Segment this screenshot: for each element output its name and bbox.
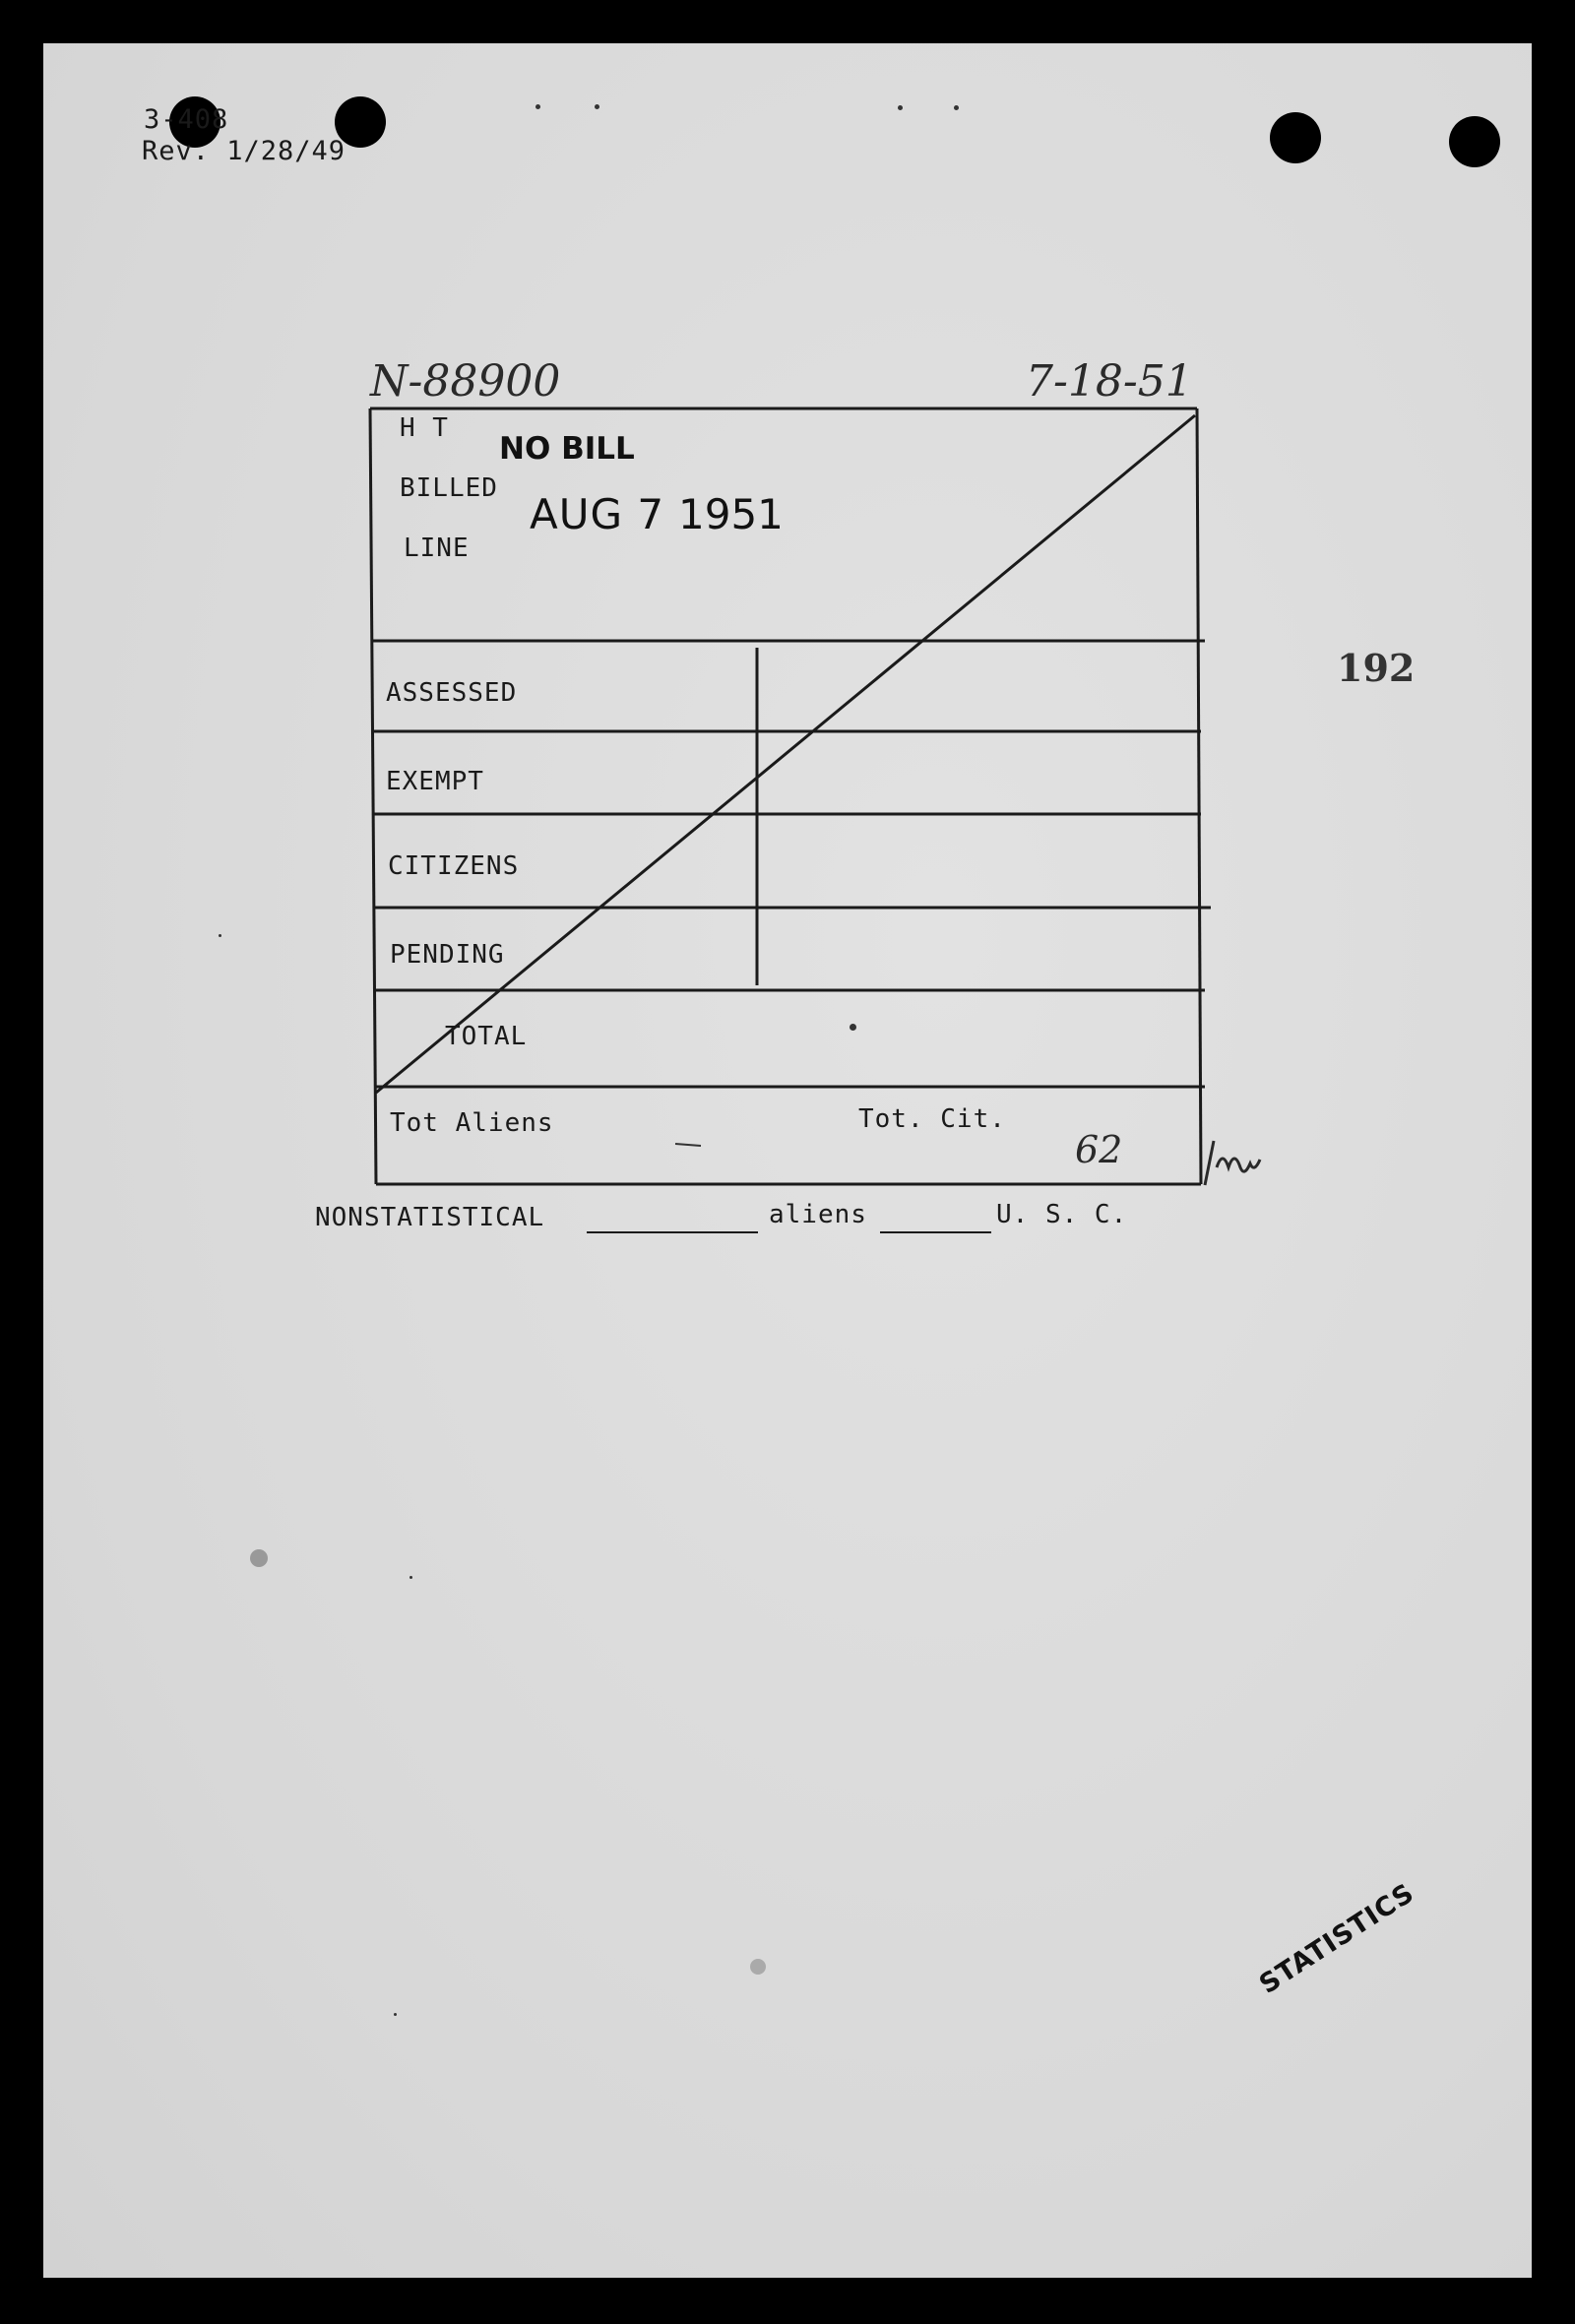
handwritten-date: 7-18-51 [1026,356,1193,407]
statistics-stamp: STATISTICS [1254,1877,1420,2000]
document-page [43,43,1532,2278]
usc-label: U. S. C. [996,1200,1128,1229]
speck [954,105,959,110]
tot-aliens-label: Tot Aliens [390,1108,554,1138]
speck [536,104,540,109]
speck [898,105,903,110]
form-revision: Rev. 1/28/49 [142,136,346,166]
assessed-label: ASSESSED [386,678,518,708]
exempt-label: EXEMPT [386,767,484,796]
total-label: TOTAL [445,1022,528,1051]
pending-label: PENDING [390,940,505,970]
form-number: 3-408 [144,104,229,135]
speck [750,1959,766,1975]
speck [850,1024,856,1031]
file-number: N-88900 [370,356,561,407]
date-stamp-month-day: AUG 7 [530,490,665,538]
nonstatistical-label: NONSTATISTICAL [315,1203,545,1232]
page-number: 192 [1337,646,1416,690]
tot-cit-label: Tot. Cit. [858,1104,1006,1134]
speck [219,934,221,937]
ht-label: H T [400,413,449,443]
speck [595,104,599,109]
aliens-label: aliens [769,1200,867,1229]
speck [250,1549,268,1567]
speck [394,2013,397,2016]
billed-label: BILLED [400,473,498,503]
no-bill-stamp: NO BILL [499,431,635,467]
citizens-label: CITIZENS [388,851,520,881]
date-stamp-year: 1951 [678,490,784,538]
tot-cit-value: 62 [1075,1128,1123,1171]
speck [410,1576,412,1579]
line-label: LINE [404,534,470,563]
